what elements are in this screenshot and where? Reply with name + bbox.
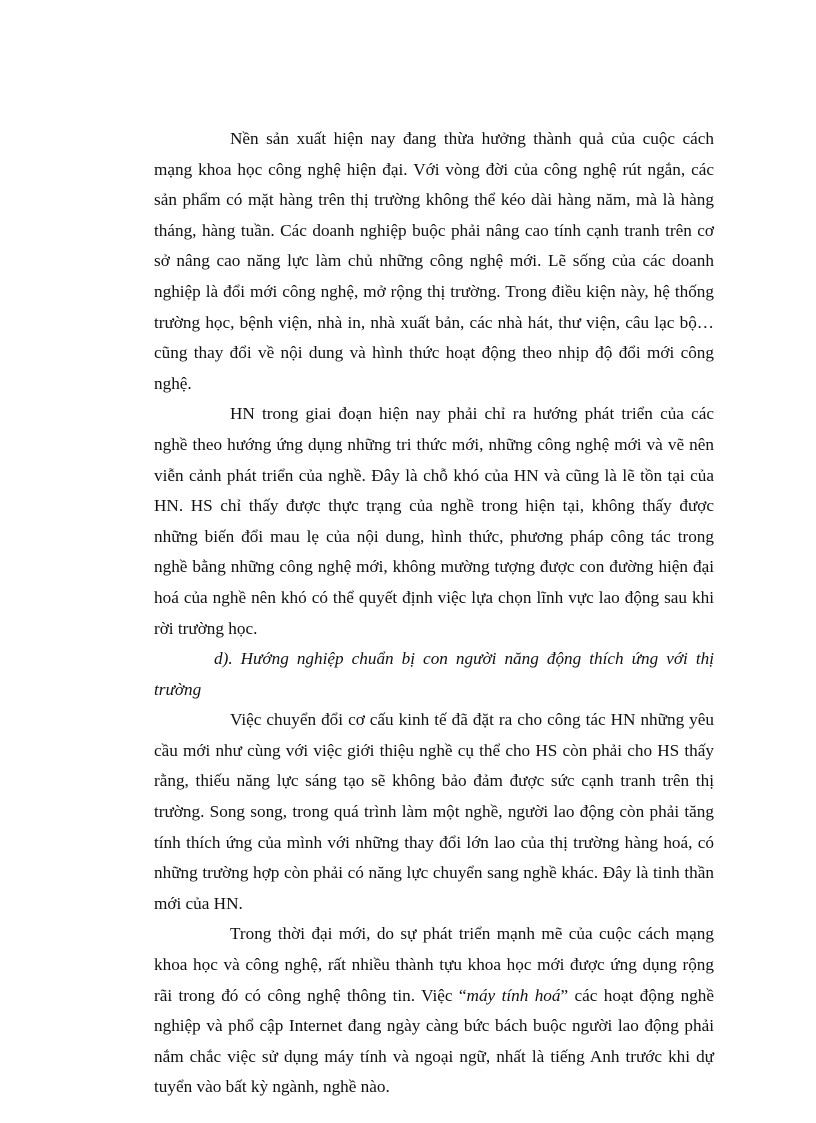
section-heading-d: d). Hướng nghiệp chuẩn bị con người năng động thích ứng với thị trường: [154, 649, 714, 699]
body-text: [154, 124, 714, 1103]
paragraph-career-guidance-direction: HN trong giai đoạn hiện nay phải chỉ ra hướng phát triển của các nghề theo hướng ứng dụng những tri thức mới, những công nghệ mới và vẽ nên viễn cảnh phát triển của nghề. Đây là chỗ khó của HN và cũng là lẽ tồn tại của HN. HS chỉ thấy được thực trạng của nghề trong hiện tại, không thấy được những biến đổi mau lẹ của nội dung, hình thức, phương pháp công tác trong nghề bằng những công nghệ mới, không mường tượng được con đường hiện đại hoá của nghề nên khó có thể quyết định việc lựa chọn lĩnh vực lao động sau khi rời trường học.: [154, 404, 714, 638]
emphasis-computerization: máy tính hoá: [466, 985, 561, 1005]
paragraph-economic-restructuring: Việc chuyển đổi cơ cấu kinh tế đã đặt ra cho công tác HN những yêu cầu mới như cùng với việc giới thiệu nghề cụ thể cho HS còn phải cho HS thấy rằng, thiếu năng lực sáng tạo sẽ không bảo đảm được sức cạnh tranh trên thị trường. Song song, trong quá trình làm một nghề, người lao động còn phải tăng tính thích ứng của mình với những thay đổi lớn lao của thị trường hàng hoá, có những trường hợp còn phải có năng lực chuyển sang nghề khác. Đây là tinh thần mới của HN.: [154, 710, 714, 913]
paragraph-text-after: ” các hoạt động nghề nghiệp và phổ cập Internet đang ngày càng bức bách buộc người lao động phải nắm chắc việc sử dụng máy tính và ngoại ngữ, nhất là tiếng Anh trước khi dự tuyển vào bất kỳ ngành, nghề nào.: [154, 985, 714, 1097]
paragraph-text-before: Trong thời đại mới, do sự phát triển mạnh mẽ của cuộc cách mạng khoa học và công nghệ, rất nhiều thành tựu khoa học mới được ứng dụng rộng rãi trong đó có công nghệ thông tin. Việc “: [154, 924, 714, 1005]
paragraph-new-era-computerization: [154, 919, 714, 1103]
paragraph-production-technology: Nền sản xuất hiện nay đang thừa hưởng thành quả của cuộc cách mạng khoa học công nghệ hiện đại. Với vòng đời của công nghệ rút ngắn, các sản phẩm có mặt hàng trên thị trường không thể kéo dài hàng năm, mà là hàng tháng, hàng tuần. Các doanh nghiệp buộc phải nâng cao tính cạnh tranh trên cơ sở nâng cao năng lực làm chủ những công nghệ mới. Lẽ sống của các doanh nghiệp là đổi mới công nghệ, mở rộng thị trường. Trong điều kiện này, hệ thống trường học, bệnh viện, nhà in, nhà xuất bản, các nhà hát, thư viện, câu lạc bộ…cũng thay đổi về nội dung và hình thức hoạt động theo nhịp độ đổi mới công nghệ.: [154, 129, 714, 393]
